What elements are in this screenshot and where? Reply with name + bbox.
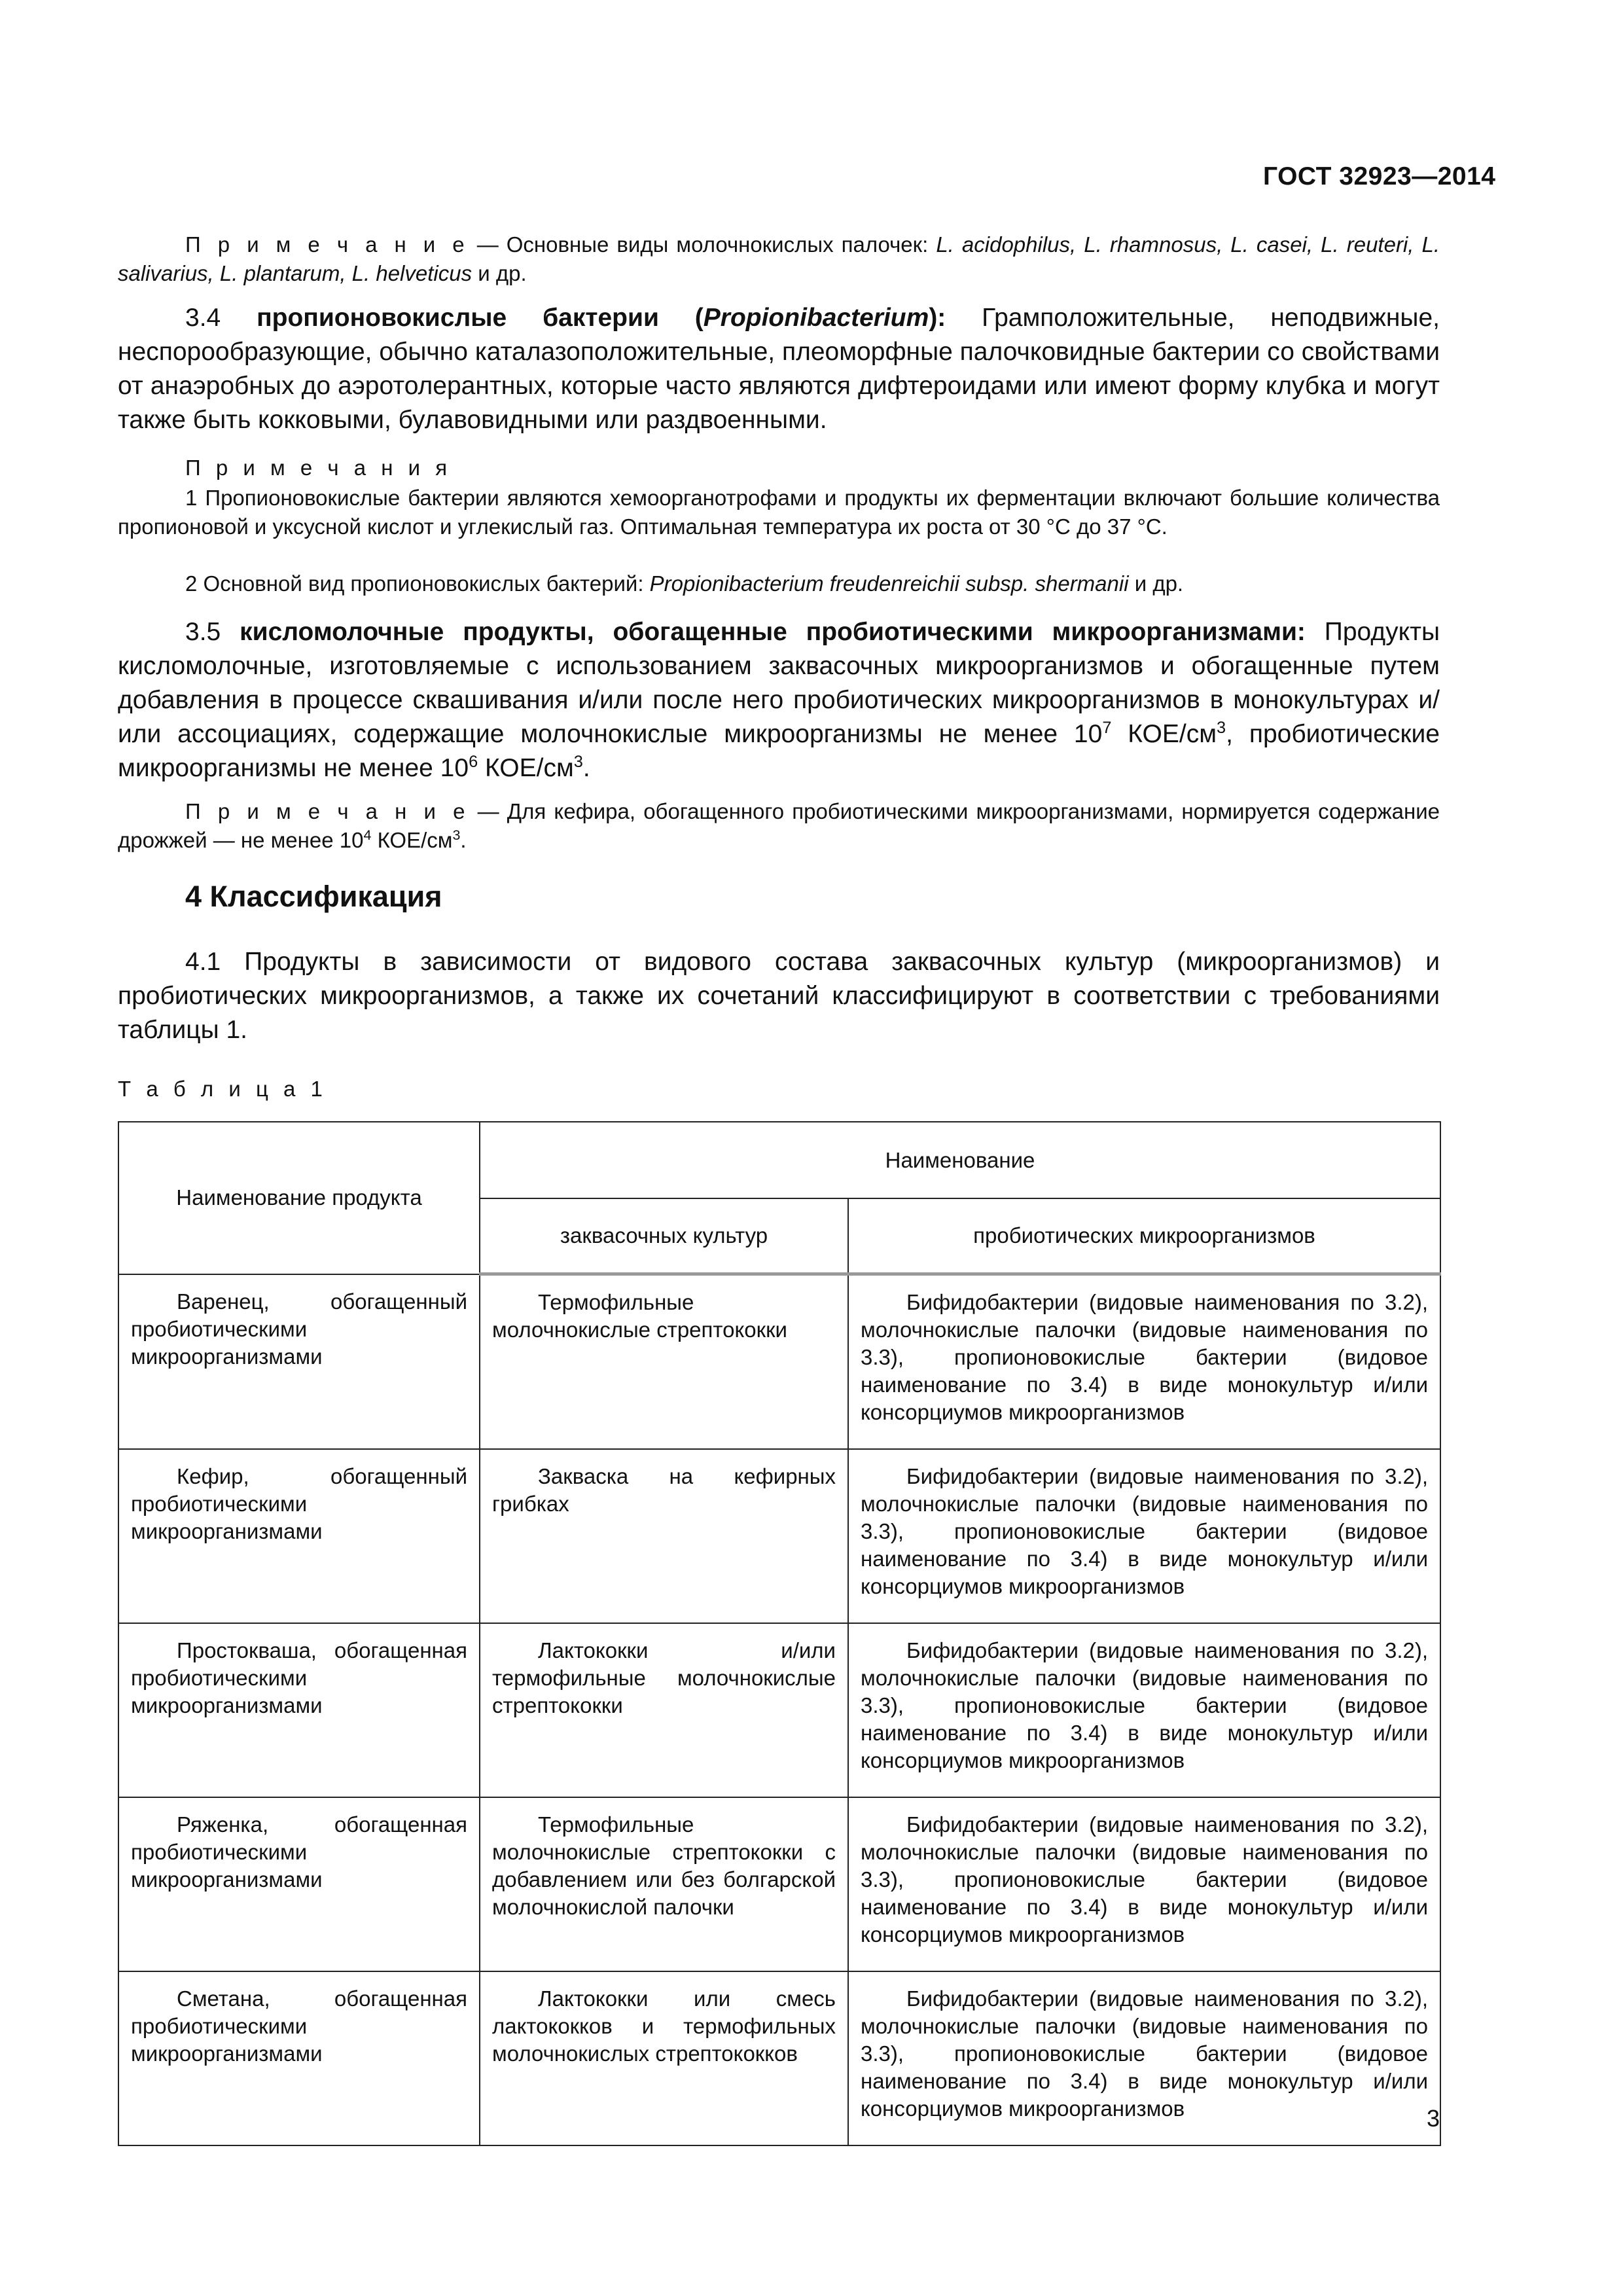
section-heading: 4 Классификация (185, 880, 442, 913)
cell-starter: Закваска на кефирных грибках (480, 1449, 848, 1623)
table-row (118, 1623, 1440, 1797)
cell-probiotic: Бифидобактерии (видовые наименования по 3.2), молочнокислые палочки (видовые наименования по 3.3), пропионовокислые бактерии (видовое наименование по 3.4) в виде монокультур и/или консорциумов микроорганизмов (848, 1797, 1440, 1971)
cell-product: Простокваша, обогащенная пробиотическими микроорганизмами (118, 1623, 480, 1797)
header-probiotic: пробиотических микроорганизмов (848, 1198, 1440, 1274)
table-row (118, 1274, 1440, 1450)
page-number: 3 (1427, 2105, 1440, 2132)
note-text: — Основные виды молочнокислых палочек: (469, 232, 936, 257)
note-kefir-yeast: П р и м е ч а н и е — Для кефира, обогащенного пробиотическими микроорганизмами, нормируется содержание дрожжей — не менее $10^4$ КОЕ/$см^3$. (118, 799, 1440, 852)
header-starter: заквасочных культур (480, 1198, 848, 1274)
table-row (118, 1449, 1440, 1623)
note-text-end: и др. (472, 261, 527, 285)
note-propionic-2: 2 Основной вид пропионовокислых бактерий: Propionibacterium freudenreichii subsp. shermanii и др. (185, 571, 1184, 596)
table-row (118, 1971, 1440, 2145)
table-row (118, 1797, 1440, 1971)
cell-starter: Термофильные молочнокислые стрептококки с добавлением или без болгарской молочнокислой палочки (480, 1797, 848, 1971)
clause-number: 3.5 (185, 618, 221, 646)
cell-starter: Лактококки или смесь лактококков и термофильных молочнокислых стрептококков (480, 1971, 848, 2145)
standard-designation: ГОСТ 32923—2014 (1263, 162, 1496, 190)
cell-product: Варенец, обогащенный пробиотическими микроорганизмами (118, 1274, 480, 1450)
header-group: Наименование (480, 1122, 1440, 1198)
clause-4-1: 4.1 Продукты в зависимости от видового состава заквасочных культур (микроорганизмов) и пробиотических микроорганизмов, а также их сочетаний классифицируют в соответствии с требованиями таблицы 1. (118, 948, 1440, 1044)
note-species: L. acidophilus, L. rhamnosus, L. casei, L. reuteri, L. salivarius, L. plantarum, L. helveticus (118, 232, 1440, 285)
table-header-row (118, 1122, 1440, 1198)
header-product: Наименование продукта (118, 1122, 480, 1274)
classification-table (118, 1121, 1441, 2146)
clause-definition: Грамположительные, неподвижные, неспорообразующие, обычно каталазоположительные, плеоморфные палочковидные бактерии со свойствами от анаэробных до аэротолерантных, которые часто являются дифтероидами или имеют форму клубка и могут также быть кокковыми, булавовидными или раздвоенными. (118, 304, 1440, 434)
table-caption: Т а б л и ц а 1 (118, 1077, 327, 1101)
note-lactobacilli (118, 230, 1440, 288)
cell-product: Сметана, обогащенная пробиотическими микроорганизмами (118, 1971, 480, 2145)
cell-starter: Термофильные молочнокислые стрептококки (480, 1274, 848, 1450)
clause-number: 3.4 (185, 304, 221, 332)
cell-probiotic: Бифидобактерии (видовые наименования по 3.2), молочнокислые палочки (видовые наименования по 3.3), пропионовокислые бактерии (видовое наименование по 3.4) в виде монокультур и/или консорциумов микроорганизмов (848, 1274, 1440, 1450)
cell-probiotic: Бифидобактерии (видовые наименования по 3.2), молочнокислые палочки (видовые наименования по 3.3), пропионовокислые бактерии (видовое наименование по 3.4) в виде монокультур и/или консорциумов микроорганизмов (848, 1449, 1440, 1623)
note-label: П р и м е ч а н и е (185, 232, 469, 257)
note-species: Propionibacterium freudenreichii subsp. shermanii (649, 571, 1129, 596)
note-label: П р и м е ч а н и е (185, 799, 470, 823)
note-propionic-1: 1 Пропионовокислые бактерии являются хемоорганотрофами и продукты их ферментации включают большие количества пропионовой и уксусной кислот и углекислый газ. Оптимальная температура их роста от 30 °С до 37 °С. (118, 486, 1440, 539)
cell-starter: Лактококки и/или термофильные молочнокислые стрептококки (480, 1623, 848, 1797)
cell-probiotic: Бифидобактерии (видовые наименования по 3.2), молочнокислые палочки (видовые наименования по 3.3), пропионовокислые бактерии (видовое наименование по 3.4) в виде монокультур и/или консорциумов микроорганизмов (848, 1623, 1440, 1797)
term-latin: Propionibacterium (703, 304, 929, 332)
cell-probiotic: Бифидобактерии (видовые наименования по 3.2), молочнокислые палочки (видовые наименования по 3.3), пропионовокислые бактерии (видовое наименование по 3.4) в виде монокультур и/или консорциумов микроорганизмов (848, 1971, 1440, 2145)
clause-3-4 (118, 301, 1440, 437)
clause-term: пропионовокислые бактерии (Propionibacterium): (257, 304, 946, 332)
notes-label: П р и м е ч а н и я (185, 456, 452, 480)
cell-product: Кефир, обогащенный пробиотическими микроорганизмами (118, 1449, 480, 1623)
clause-3-5: 3.5 кисломолочные продукты, обогащенные пробиотическими микроорганизмами: Продукты кисломолочные, изготовляемые с использованием заквасочных микроорганизмов и обогащенные путем добавления в процессе сквашивания и/или после него пробиотических микроорганизмов в монокультурах и/или ассоциациях, содержащие молочнокислые микроорганизмы не менее $10^7$ КОЕ/$см^3$, пробиотические микроорганизмы не менее $10^6$ КОЕ/$см^3$. (118, 618, 1440, 782)
cell-product: Ряженка, обогащенная пробиотическими микроорганизмами (118, 1797, 480, 1971)
clause-term: кисломолочные продукты, обогащенные пробиотическими микроорганизмами: (240, 618, 1306, 646)
